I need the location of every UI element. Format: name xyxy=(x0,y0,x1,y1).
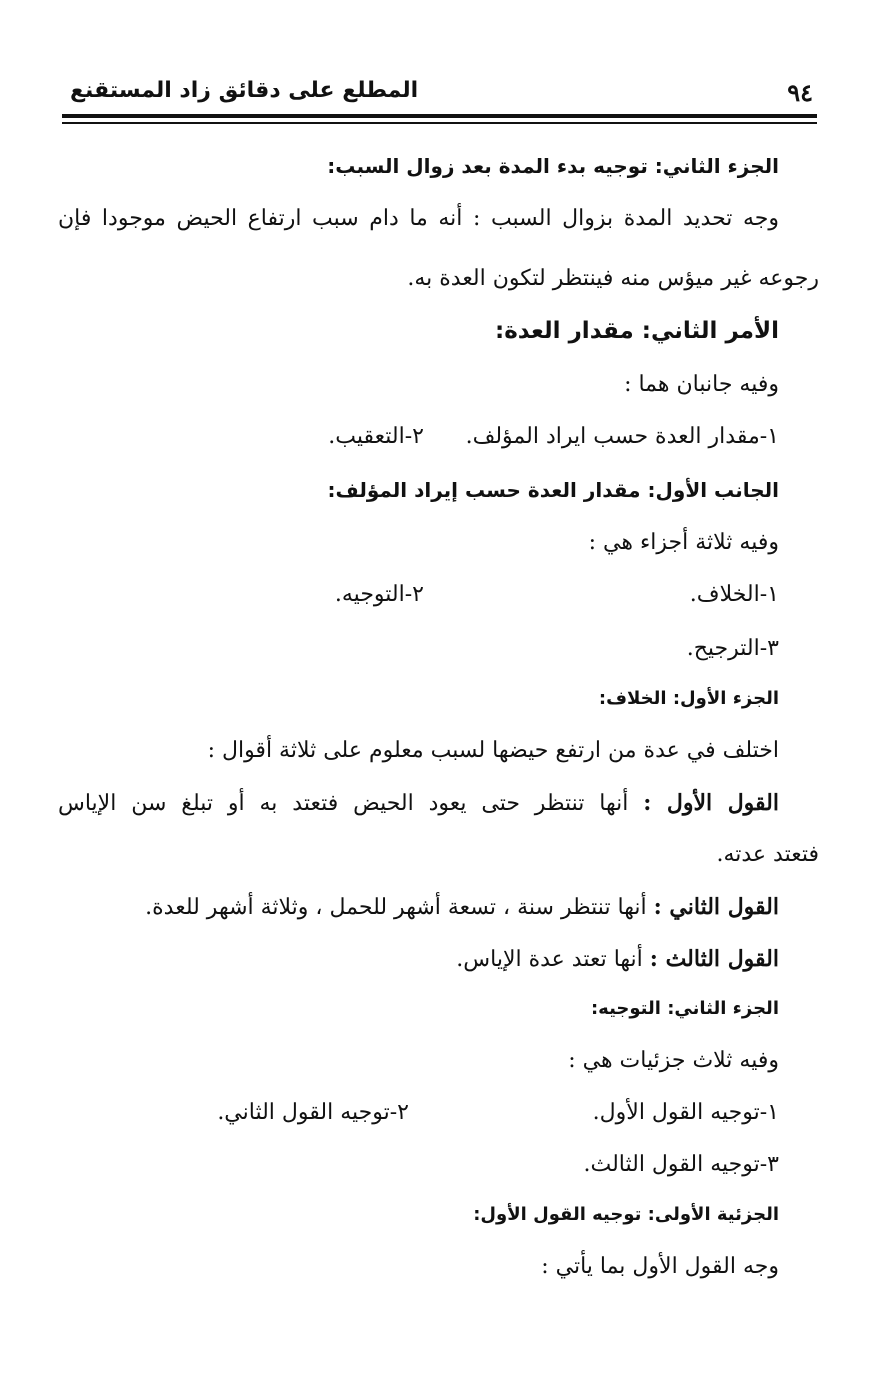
running-title: المطلع على دقائق زاد المستقنع xyxy=(70,78,419,103)
list-item: ١-مقدار العدة حسب ايراد المؤلف. xyxy=(465,424,779,449)
opinion-label: القول الأول : xyxy=(643,790,779,816)
paragraph-line: وفيه ثلاثة أجزاء هي : xyxy=(588,530,779,555)
heading-part-one-dispute: الجزء الأول: الخلاف: xyxy=(598,688,779,709)
list-item: ١-توجيه القول الأول. xyxy=(592,1100,779,1125)
opinion-text: أنها تعتد عدة الإياس. xyxy=(456,947,643,972)
paragraph-line: اختلف في عدة من ارتفع حيضها لسبب معلوم على ثلاثة أقوال : xyxy=(207,738,779,763)
list-item: ٢-التوجيه. xyxy=(334,582,424,607)
paragraph-line xyxy=(456,946,779,972)
list-item: ٣-الترجيح. xyxy=(686,636,779,661)
opinion-label: القول الثالث : xyxy=(649,946,779,972)
heading-first-aspect: الجانب الأول: مقدار العدة حسب إيراد المؤلف: xyxy=(327,478,779,502)
paragraph-line: وفيه جانبان هما : xyxy=(624,372,779,397)
page-number: ٩٤ xyxy=(787,78,813,107)
paragraph-line: رجوعه غير ميؤس منه فينتظر لتكون العدة به. xyxy=(407,266,819,291)
list-item: ٢-توجيه القول الثاني. xyxy=(217,1100,409,1125)
paragraph-line xyxy=(58,790,779,816)
opinion-label: القول الثاني : xyxy=(653,894,779,920)
heading-part-two-start: الجزء الثاني: توجيه بدء المدة بعد زوال السبب: xyxy=(327,154,779,178)
paragraph-line: فتعتد عدته. xyxy=(716,842,819,867)
opinion-text: أنها تنتظر حتى يعود الحيض فتعتد به أو تبلغ سن الإياس xyxy=(58,791,629,816)
heading-part-two-justification: الجزء الثاني: التوجيه: xyxy=(590,998,779,1019)
list-item: ٣-توجيه القول الثالث. xyxy=(583,1152,779,1177)
heading-first-sub-part: الجزئية الأولى: توجيه القول الأول: xyxy=(473,1204,779,1225)
paragraph-line xyxy=(145,894,779,920)
header-rule-thick xyxy=(62,114,817,118)
heading-second-matter: الأمر الثاني: مقدار العدة: xyxy=(495,318,779,344)
paragraph-line: وجه القول الأول بما يأتي : xyxy=(541,1254,779,1279)
list-item: ١-الخلاف. xyxy=(689,582,779,607)
page-header xyxy=(62,78,817,112)
paragraph-line: وجه تحديد المدة بزوال السبب : أنه ما دام سبب ارتفاع الحيض موجودا فإن xyxy=(58,206,779,231)
list-item: ٢-التعقيب. xyxy=(328,424,424,449)
opinion-text: أنها تنتظر سنة ، تسعة أشهر للحمل ، وثلاثة أشهر للعدة. xyxy=(145,895,647,920)
header-rule-thin xyxy=(62,122,817,124)
paragraph-line: وفيه ثلاث جزئيات هي : xyxy=(568,1048,779,1073)
